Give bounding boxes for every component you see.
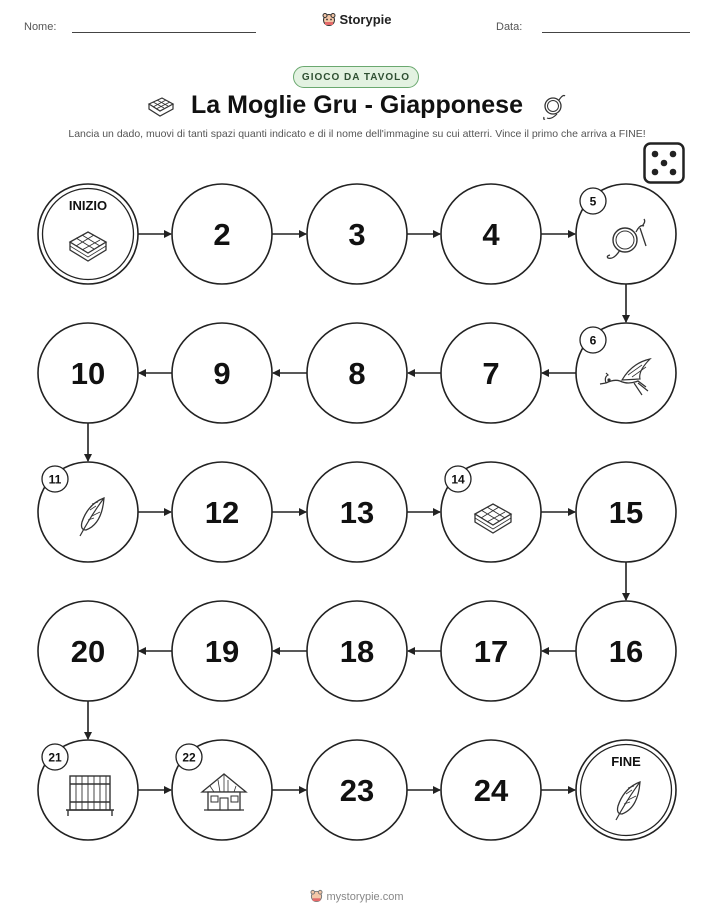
end-space — [576, 740, 676, 840]
storypie-logo-icon — [310, 889, 323, 905]
brand-name: Storypie — [339, 12, 392, 27]
loom-icon — [66, 776, 114, 816]
space-number: 2 — [213, 217, 231, 252]
board-space — [172, 601, 272, 701]
space-number: 8 — [348, 356, 366, 391]
board-space — [172, 740, 272, 840]
name-label: Nome: — [24, 21, 57, 33]
board-space — [576, 601, 676, 701]
board-space — [576, 462, 676, 562]
space-number-badge: 14 — [451, 472, 465, 487]
board-space — [38, 462, 138, 562]
board-space — [307, 323, 407, 423]
footer — [0, 889, 714, 905]
space-number: 12 — [204, 495, 240, 530]
board-space — [307, 740, 407, 840]
board-space — [441, 184, 541, 284]
board-space — [441, 462, 541, 562]
category-badge: GIOCO DA TAVOLO — [293, 66, 419, 88]
board-space — [307, 601, 407, 701]
board-space — [172, 323, 272, 423]
space-number-badge: 22 — [182, 750, 196, 765]
space-number: 17 — [473, 634, 509, 669]
date-label: Data: — [496, 21, 523, 33]
space-number-badge: 5 — [589, 194, 597, 209]
space-number: 20 — [70, 634, 106, 669]
space-label: INIZIO — [68, 198, 108, 213]
space-number: 3 — [348, 217, 366, 252]
board-space — [576, 184, 676, 284]
board-space — [172, 462, 272, 562]
start-space — [38, 184, 138, 284]
space-number: 4 — [482, 217, 500, 252]
space-number-badge: 21 — [48, 750, 62, 765]
board-space — [441, 601, 541, 701]
space-number-badge: 6 — [589, 333, 597, 348]
board-space — [38, 323, 138, 423]
space-number: 10 — [70, 356, 106, 391]
space-number: 13 — [339, 495, 375, 530]
board-space — [307, 184, 407, 284]
space-number: 7 — [482, 356, 500, 391]
space-number: 23 — [339, 773, 375, 808]
space-label: FINE — [611, 754, 641, 769]
board-space — [441, 323, 541, 423]
space-number: 9 — [213, 356, 231, 391]
space-number-badge: 11 — [48, 472, 62, 487]
space-number: 16 — [608, 634, 644, 669]
board-space — [576, 323, 676, 423]
page-title: La Moglie Gru - Giapponese — [191, 91, 523, 119]
space-number: 19 — [204, 634, 240, 669]
footer-url[interactable]: mystorypie.com — [326, 890, 404, 903]
board-space — [307, 462, 407, 562]
board-space — [38, 740, 138, 840]
space-number: 24 — [473, 773, 509, 808]
instructions: Lancia un dado, muovi di tanti spazi quanti indicato e di il nome dell'immagine su cui atterri. Vince il primo che arriva a FINE! — [68, 128, 646, 140]
space-number: 18 — [339, 634, 375, 669]
board-space — [38, 601, 138, 701]
space-number: 15 — [608, 495, 644, 530]
board-space — [441, 740, 541, 840]
board-space — [172, 184, 272, 284]
